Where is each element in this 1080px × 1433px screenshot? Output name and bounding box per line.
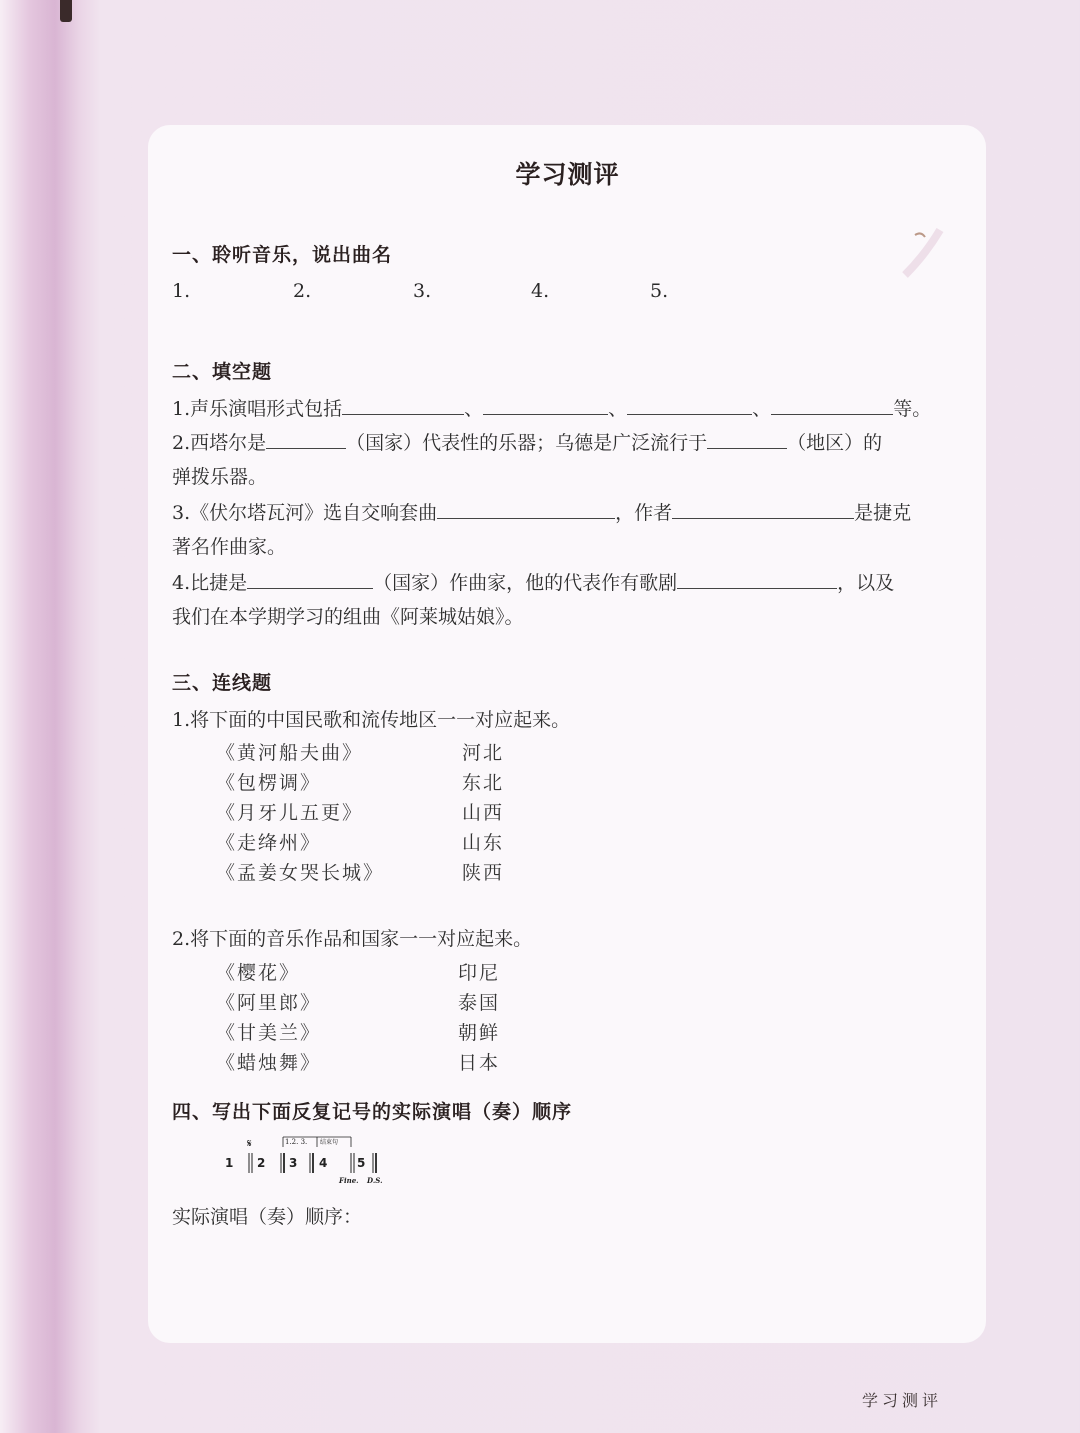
answer-blank[interactable] xyxy=(483,394,608,415)
q3-1: 1.将下面的中国民歌和流传地区一一对应起来。 xyxy=(172,709,571,731)
print-smudge xyxy=(895,205,955,285)
number-1: 1. xyxy=(172,280,191,302)
q2-4-cont: 我们在本学期学习的组曲《阿莱城姑娘》。 xyxy=(172,606,524,628)
work-item[interactable]: 《甘美兰》 xyxy=(216,1022,322,1044)
number-5: 5. xyxy=(650,280,669,302)
measure-1: 1 xyxy=(225,1156,234,1170)
section3-heading: 三、连线题 xyxy=(172,672,273,694)
measure-4: 4 xyxy=(319,1156,328,1170)
country-item[interactable]: 日本 xyxy=(458,1052,501,1074)
song-item[interactable]: 《走绛州》 xyxy=(216,832,322,854)
song-item[interactable]: 《月牙儿五更》 xyxy=(216,802,364,824)
measure-3: 3 xyxy=(289,1156,298,1170)
work-item[interactable]: 《阿里郎》 xyxy=(216,992,322,1014)
fine-mark: Fine. xyxy=(339,1176,359,1185)
section1-heading: 一、聆听音乐，说出曲名 xyxy=(172,244,393,266)
q2-3-cont: 著名作曲家。 xyxy=(172,536,287,558)
page-footer: 学习测评 xyxy=(862,1391,943,1410)
ds-mark: D.S. xyxy=(367,1176,383,1185)
region-item[interactable]: 陕西 xyxy=(462,862,505,884)
segno-icon: 𝄋 xyxy=(247,1137,252,1150)
song-item[interactable]: 《孟姜女哭长城》 xyxy=(216,862,385,884)
q2-3: 3.《伏尔塔瓦河》选自交响套曲 ，作者 是捷克 xyxy=(172,496,911,530)
measure-5: 5 xyxy=(357,1156,366,1170)
answer-blank[interactable] xyxy=(771,394,893,415)
binding-mark xyxy=(60,0,72,22)
answer-blank[interactable] xyxy=(266,428,346,449)
q3-2: 2.将下面的音乐作品和国家一一对应起来。 xyxy=(172,928,533,950)
volta2-label: 结束句 xyxy=(320,1139,339,1146)
region-item[interactable]: 山东 xyxy=(462,832,505,854)
region-item[interactable]: 河北 xyxy=(462,742,505,764)
answer-blank[interactable] xyxy=(627,394,752,415)
book-spine xyxy=(0,0,100,1433)
measure-2: 2 xyxy=(257,1156,266,1170)
q2-1: 1.声乐演唱形式包括 、 、 、 等。 xyxy=(172,392,931,426)
page-title: 学习测评 xyxy=(515,160,620,189)
country-item[interactable]: 印尼 xyxy=(458,962,501,984)
section2-heading: 二、填空题 xyxy=(172,361,273,383)
answer-blank[interactable] xyxy=(707,428,787,449)
country-item[interactable]: 朝鲜 xyxy=(458,1022,501,1044)
number-4: 4. xyxy=(531,280,550,302)
repeat-notation xyxy=(225,1133,395,1185)
region-item[interactable]: 东北 xyxy=(462,772,505,794)
answer-blank[interactable] xyxy=(672,498,854,519)
volta-label: 1.2. 3. xyxy=(285,1138,308,1146)
answer-blank[interactable] xyxy=(247,568,373,589)
number-3: 3. xyxy=(413,280,432,302)
work-item[interactable]: 《樱花》 xyxy=(216,962,301,984)
work-item[interactable]: 《蜡烛舞》 xyxy=(216,1052,322,1074)
number-2: 2. xyxy=(293,280,312,302)
answer-blank[interactable] xyxy=(342,394,464,415)
section4-heading: 四、写出下面反复记号的实际演唱（奏）顺序 xyxy=(172,1101,573,1123)
q2-4: 4.比捷是 （国家）作曲家，他的代表作有歌剧 ，以及 xyxy=(172,566,894,600)
song-item[interactable]: 《包楞调》 xyxy=(216,772,322,794)
answer-blank[interactable] xyxy=(437,498,615,519)
region-item[interactable]: 山西 xyxy=(462,802,505,824)
answer-label: 实际演唱（奏）顺序： xyxy=(172,1206,363,1228)
song-item[interactable]: 《黄河船夫曲》 xyxy=(216,742,364,764)
country-item[interactable]: 泰国 xyxy=(458,992,501,1014)
q2-2: 2.西塔尔是 （国家）代表性的乐器；乌德是广泛流行于 （地区）的 xyxy=(172,426,882,460)
answer-blank[interactable] xyxy=(677,568,837,589)
q2-2-cont: 弹拨乐器。 xyxy=(172,466,268,488)
